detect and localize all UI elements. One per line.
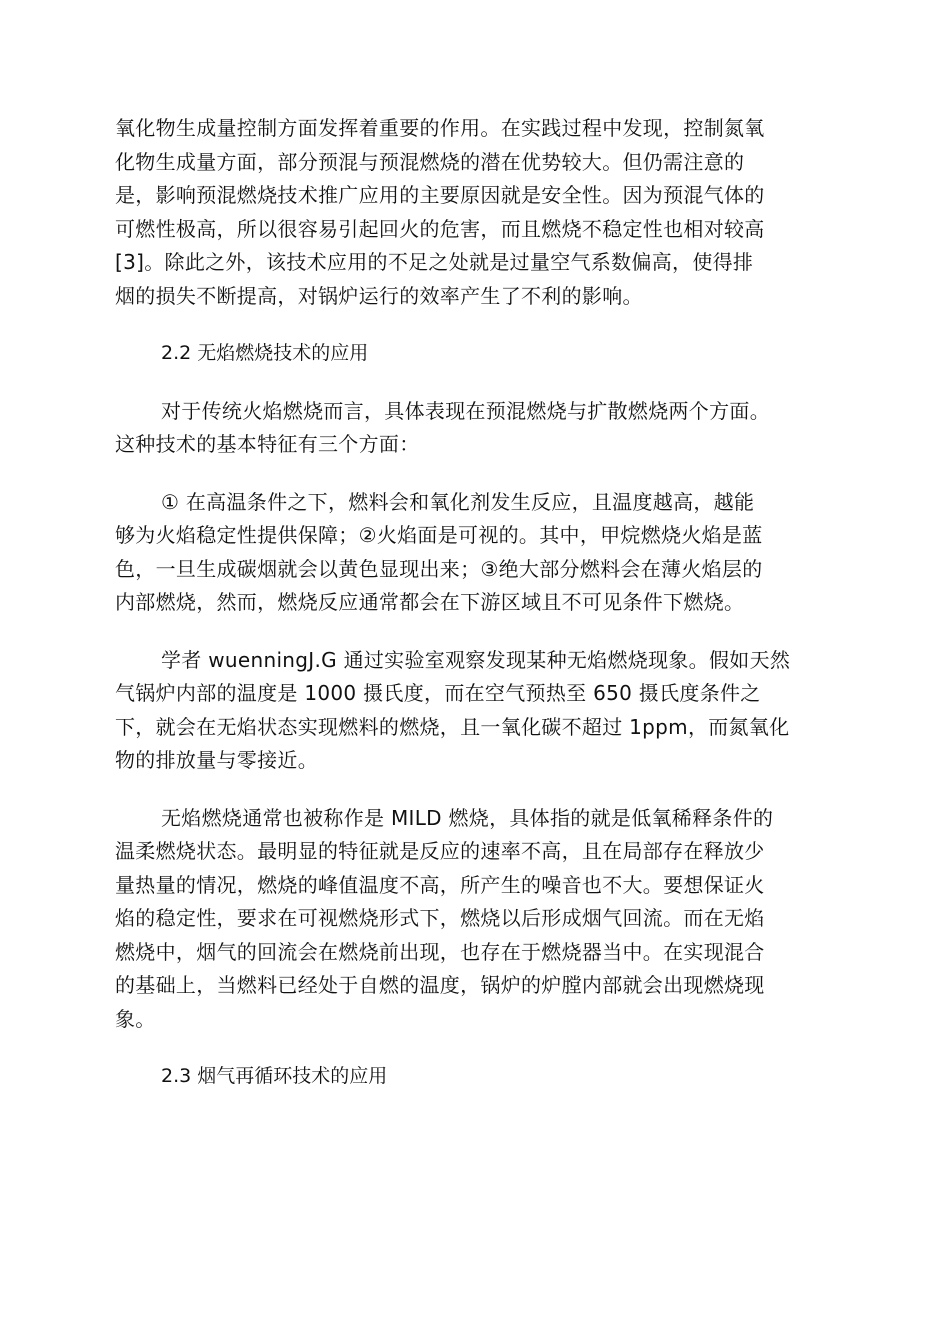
paragraph-spacer xyxy=(115,620,835,644)
text-line: [3]。除此之外，该技术应用的不足之处就是过量空气系数偏高，使得排 xyxy=(115,250,754,274)
text-line: 烟的损失不断提高，对锅炉运行的效率产生了不利的影响。 xyxy=(115,283,643,308)
text-line: 色，一旦生成碳烟就会以黄色显现出来；③绝大部分燃料会在薄火焰层的 xyxy=(115,556,763,581)
paragraph-traditional-combustion xyxy=(115,395,835,462)
text-line: 量热量的情况，燃烧的峰值温度不高，所产生的噪音也不大。要想保证火 xyxy=(115,872,765,897)
text-line: 这种技术的基本特征有三个方面： xyxy=(115,432,420,456)
text-line: 氧化物生成量控制方面发挥着重要的作用。在实践过程中发现，控制氮氧 xyxy=(115,116,765,140)
paragraph-spacer xyxy=(115,778,835,802)
text-line: 的基础上，当燃料已经处于自燃的温度，锅炉的炉膛内部就会出现燃烧现 xyxy=(115,973,765,997)
text-line: 学者 wuenningJ.G 通过实验室观察发现某种无焰燃烧现象。假如天然 xyxy=(161,647,791,672)
text-line: 内部燃烧，然而，燃烧反应通常都会在下游区域且不可见条件下燃烧。 xyxy=(115,590,745,614)
paragraph-wuenning-study xyxy=(115,644,835,778)
text-line: 气锅炉内部的温度是 1000 摄氏度，而在空气预热至 650 摄氏度条件之 xyxy=(115,681,761,705)
text-line: 无焰燃烧通常也被称作是 MILD 燃烧，具体指的就是低氧稀释条件的 xyxy=(161,805,774,830)
text-line: 可燃性极高，所以很容易引起回火的危害，而且燃烧不稳定性也相对较高 xyxy=(115,216,765,241)
text-line: 下，就会在无焰状态实现燃料的燃烧，且一氧化碳不超过 1ppm，而氮氧化 xyxy=(115,714,790,739)
text-line: 化物生成量方面，部分预混与预混燃烧的潜在优势较大。但仍需注意的 xyxy=(115,149,745,174)
paragraph-continuation xyxy=(115,112,835,313)
text-line: 燃烧中，烟气的回流会在燃烧前出现，也存在于燃烧器当中。在实现混合 xyxy=(115,939,765,964)
document-body xyxy=(115,112,835,1094)
text-line: 象。 xyxy=(115,1006,156,1031)
section-heading-2-2: 2.2 无焰燃烧技术的应用 xyxy=(161,342,369,364)
text-line: ① 在高温条件之下，燃料会和氧化剂发生反应，且温度越高，越能 xyxy=(161,489,755,514)
text-line: 物的排放量与零接近。 xyxy=(115,748,318,772)
text-line: 对于传统火焰燃烧而言，具体表现在预混燃烧与扩散燃烧两个方面。 xyxy=(161,398,770,423)
section-heading-2-3: 2.3 烟气再循环技术的应用 xyxy=(161,1065,388,1087)
paragraph-features-list xyxy=(115,486,835,620)
paragraph-spacer xyxy=(115,313,835,337)
paragraph-spacer xyxy=(115,462,835,486)
paragraph-spacer xyxy=(115,371,835,395)
text-line: 够为火焰稳定性提供保障；②火焰面是可视的。其中，甲烷燃烧火焰是蓝 xyxy=(115,523,763,547)
text-line: 焰的稳定性，要求在可视燃烧形式下，燃烧以后形成烟气回流。而在无焰 xyxy=(115,906,765,930)
paragraph-spacer xyxy=(115,1036,835,1060)
text-line: 温柔燃烧状态。最明显的特征就是反应的速率不高，且在局部存在释放少 xyxy=(115,839,765,863)
text-line: 是，影响预混燃烧技术推广应用的主要原因就是安全性。因为预混气体的 xyxy=(115,183,765,207)
paragraph-mild-combustion xyxy=(115,802,835,1037)
